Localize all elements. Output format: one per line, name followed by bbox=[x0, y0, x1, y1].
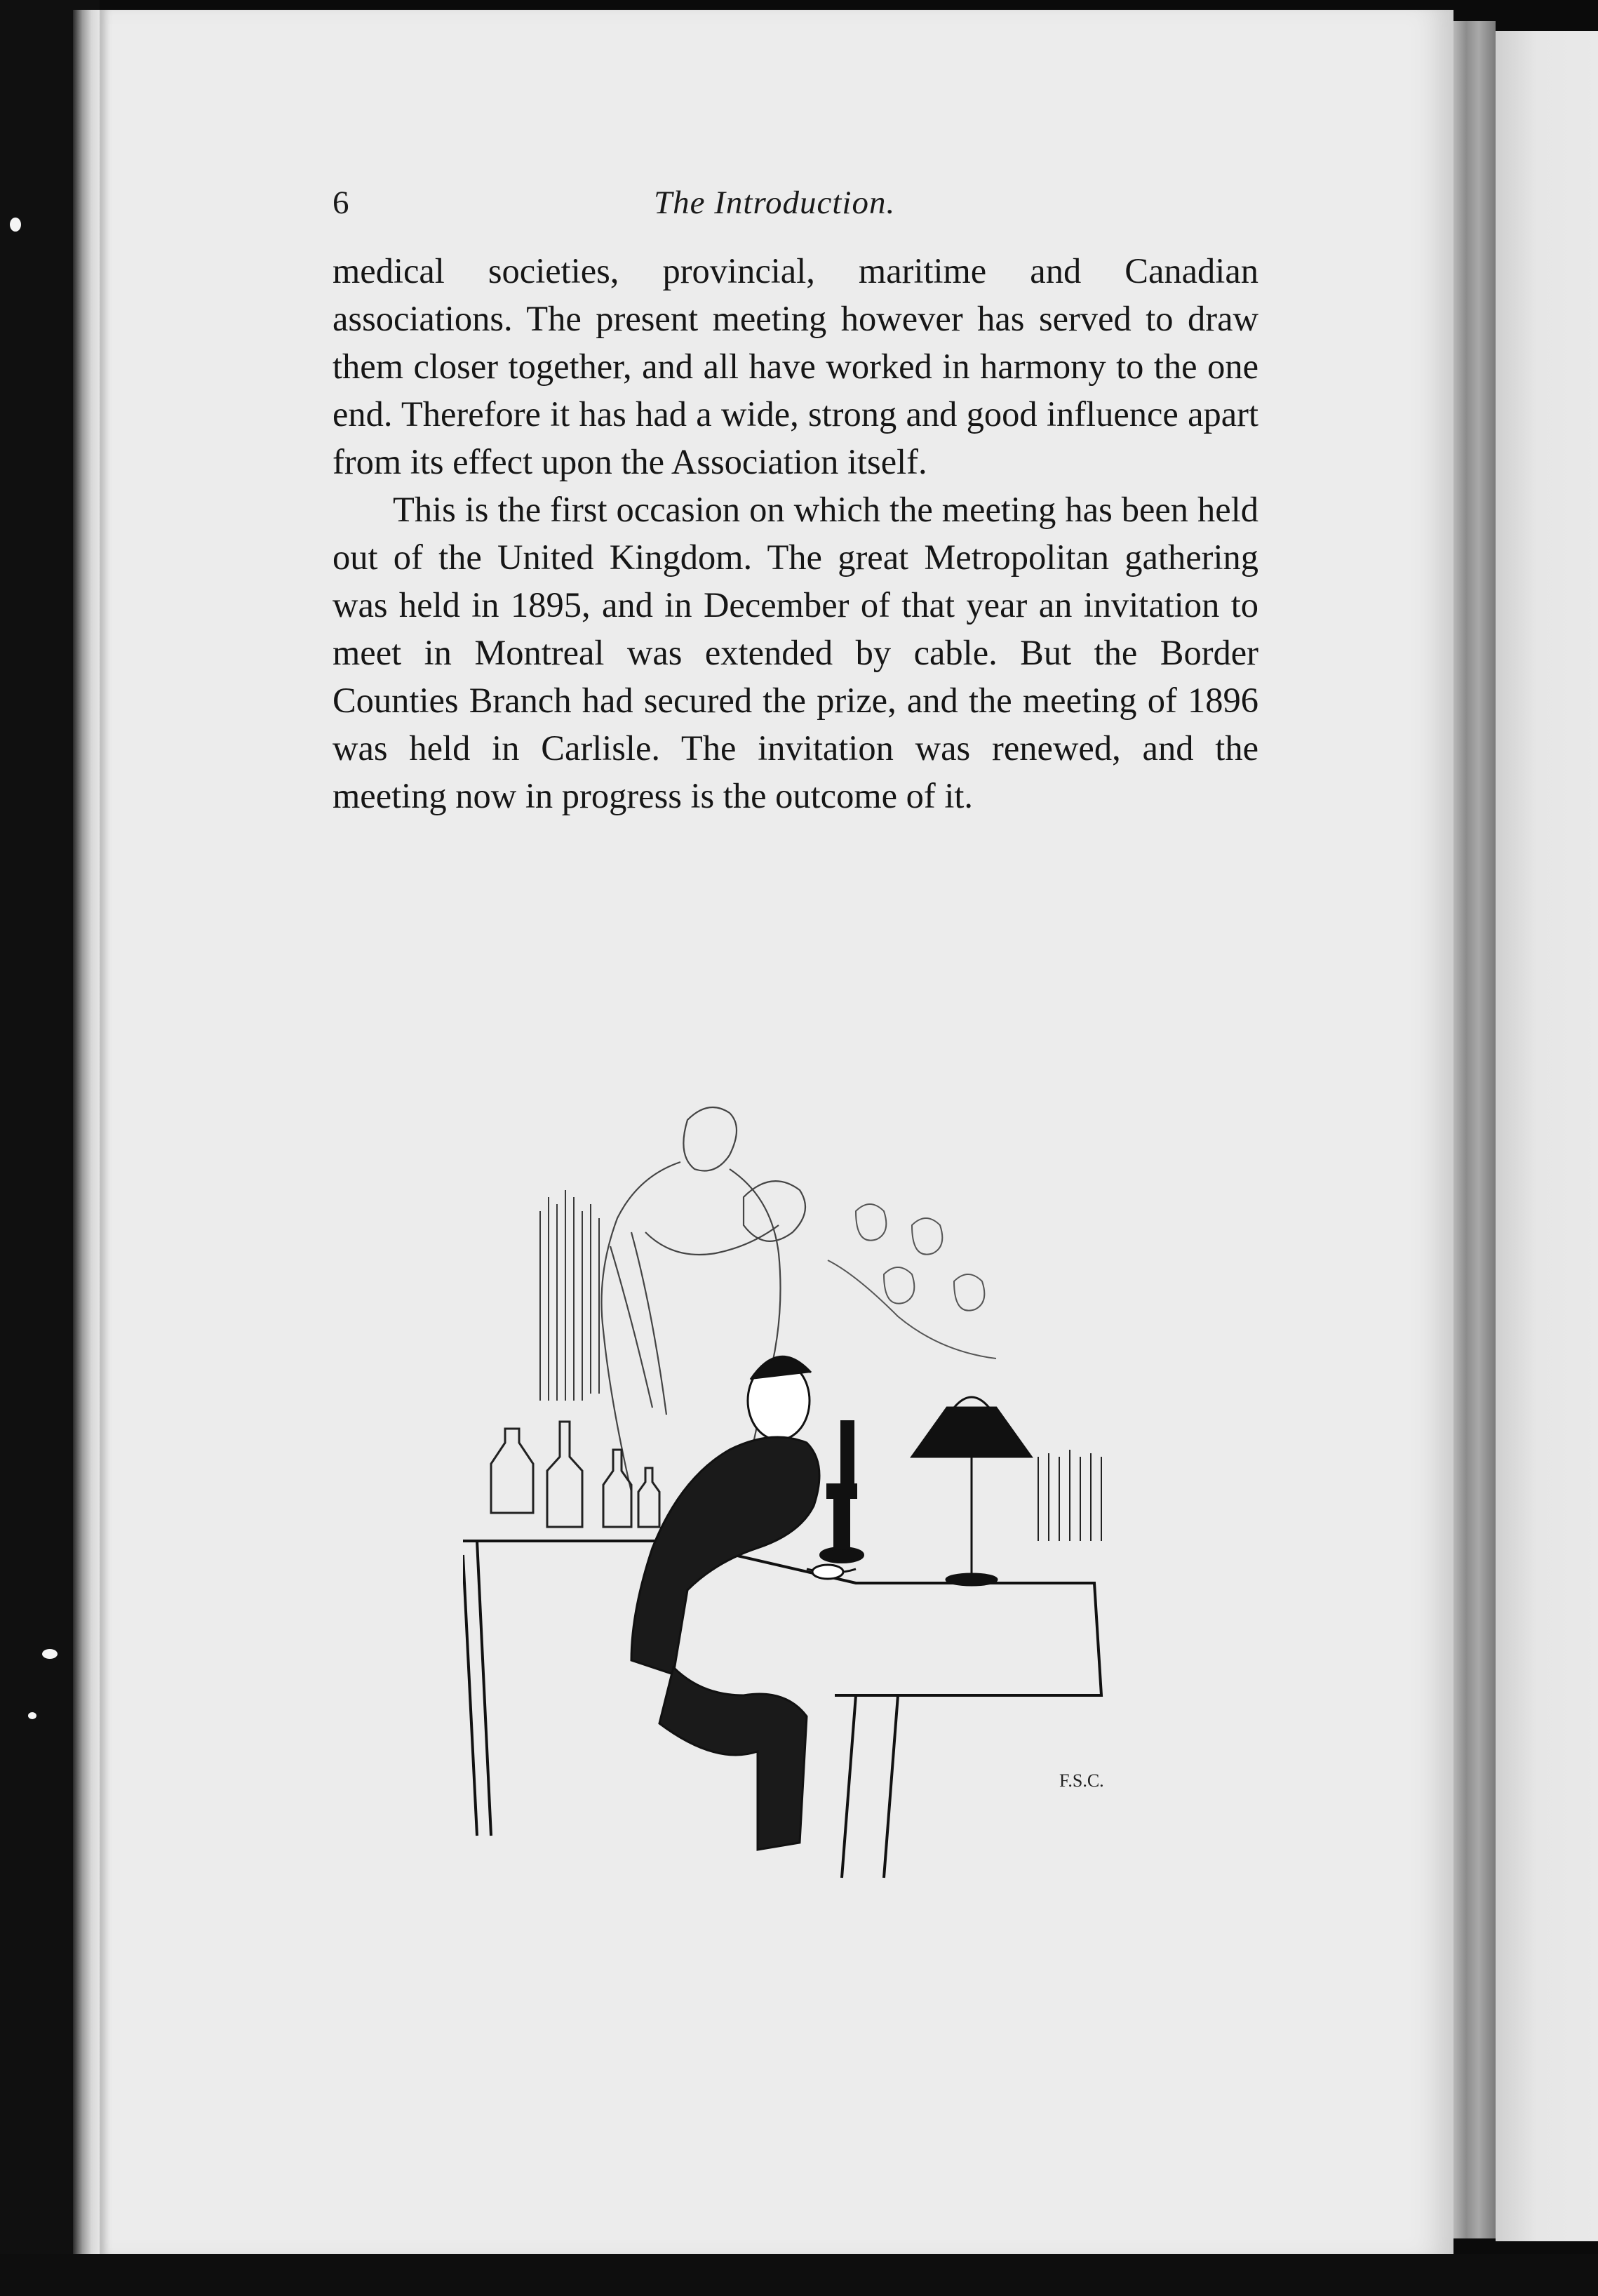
lamp bbox=[912, 1397, 1031, 1585]
scan-speck bbox=[28, 1712, 36, 1719]
scan-speck bbox=[10, 218, 21, 232]
hatching-background bbox=[540, 1190, 599, 1401]
running-title: The Introduction. bbox=[654, 185, 896, 221]
scan-speck bbox=[42, 1649, 58, 1659]
body-text bbox=[333, 247, 1258, 820]
paragraph: medical societies, provincial, maritime and Canadian associations. The present meeting however has served to draw them closer together, and all have worked in harmony to the one end. Therefore it has had a wide, strong and good influence apart from its effect upon the Association itself. bbox=[333, 251, 1258, 481]
page-edge bbox=[73, 10, 100, 2262]
scan-border-bottom bbox=[0, 2254, 1598, 2296]
microscope bbox=[821, 1422, 863, 1562]
ghost-figures bbox=[828, 1204, 996, 1359]
facing-page-edge bbox=[1496, 31, 1598, 2241]
shelf-books bbox=[1038, 1450, 1101, 1541]
bottles bbox=[491, 1422, 659, 1527]
seated-man bbox=[631, 1356, 856, 1850]
engraving-scientist-at-desk bbox=[463, 1092, 1122, 1888]
signature bbox=[1059, 1770, 1104, 1791]
book-gutter bbox=[1453, 21, 1496, 2238]
page-header bbox=[333, 184, 1258, 233]
page-number: 6 bbox=[333, 185, 349, 221]
svg-text:F.S.C.: F.S.C. bbox=[1059, 1770, 1104, 1791]
paragraph: This is the first occasion on which the meeting has been held out of the United Kingdom. The great Metropolitan gathering was held in 1895, and in December of that year an invitation to meet in Montreal was extended by cable. But the Border Counties Branch had secured the prize, and the meeting of 1896 was held in Carlisle. The invitation was renewed, and the meeting now in progress is the outcome of it. bbox=[333, 490, 1258, 815]
